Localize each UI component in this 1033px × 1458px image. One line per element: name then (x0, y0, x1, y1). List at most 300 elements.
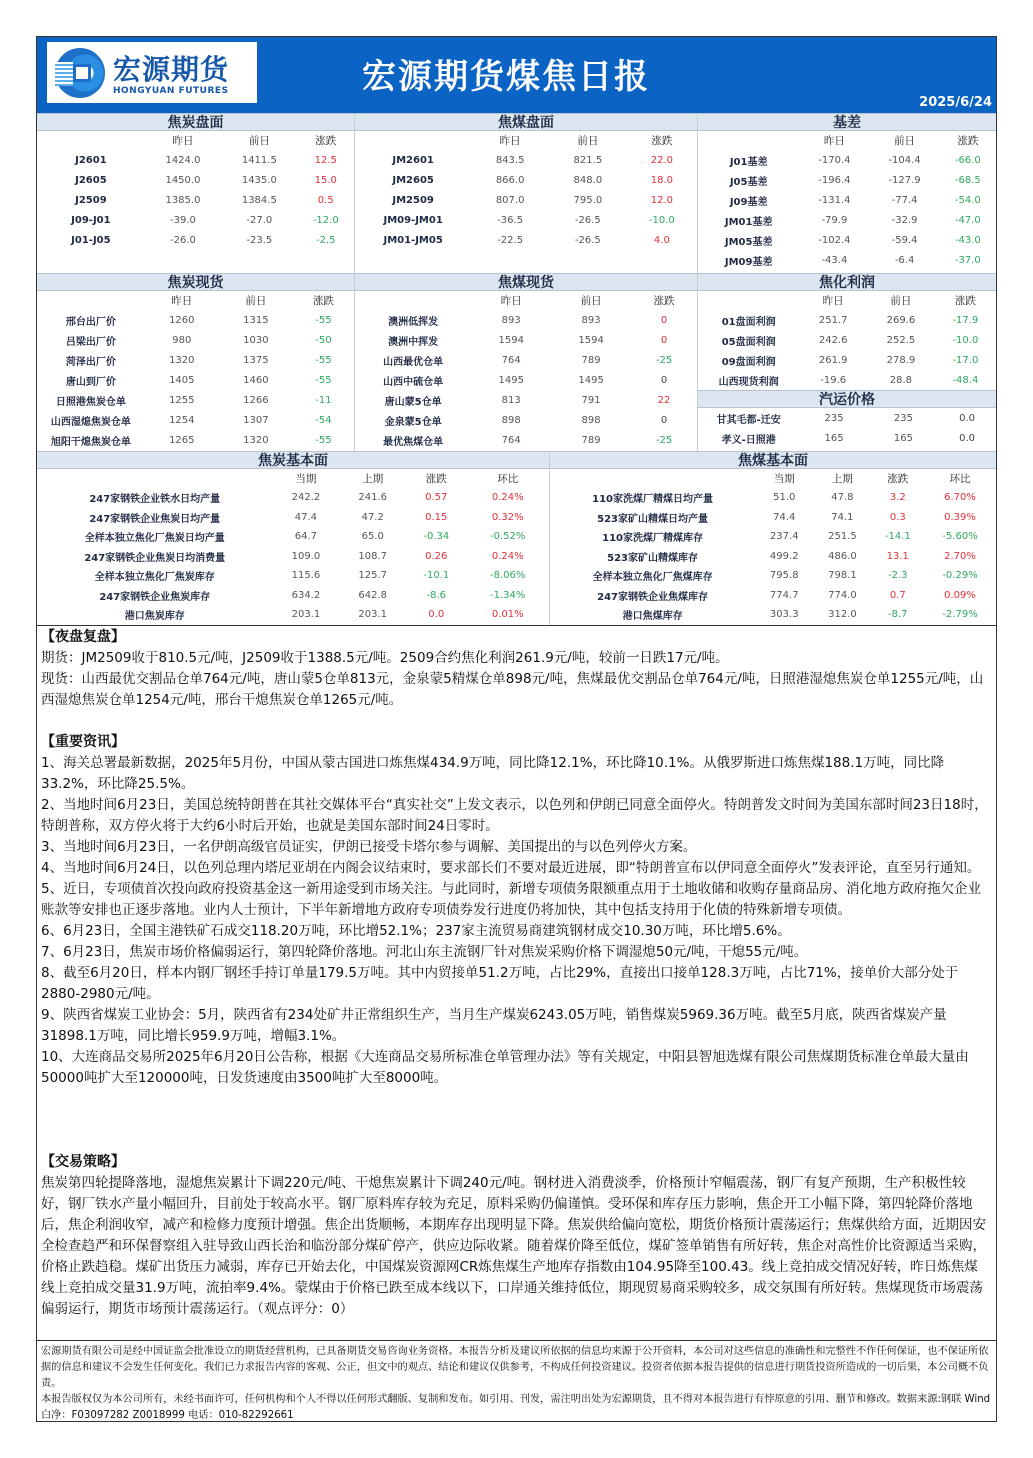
cell-value: 642.8 (358, 589, 388, 601)
row-label: 吕梁出厂价 (65, 336, 116, 348)
cell-value: 269.6 (886, 314, 916, 326)
cell-value: -54 (315, 414, 332, 426)
row-label: JM09基差 (724, 256, 773, 268)
table-row (37, 310, 354, 330)
column-header (698, 291, 799, 310)
cell-value: 1260 (169, 314, 195, 326)
table-row (37, 350, 354, 370)
row-label: JM01基差 (724, 216, 773, 228)
row-label: 唐山蒙5仓单 (384, 396, 442, 408)
column-header: 前日 (245, 295, 267, 307)
panel-coke-futures (37, 113, 355, 273)
cell-value: 1254 (169, 414, 195, 426)
row-label: JM01-JM05 (383, 234, 443, 246)
panel-coal-fundamentals (550, 451, 996, 625)
cell-value: -26.5 (574, 214, 601, 226)
row-label: 港口焦煤库存 (622, 611, 683, 623)
table-row (355, 190, 697, 210)
header-row (698, 291, 996, 310)
table-row (550, 586, 996, 606)
row-label: 日照港焦炭仓单 (55, 396, 126, 408)
table-row (37, 508, 549, 528)
cell-value: 108.7 (358, 550, 388, 562)
night-review-futures: 期货：JM2509收于810.5元/吨，J2509收于1388.5元/吨。2509合约焦化利润261.9元/吨，较前一日跌17元/吨。 (41, 650, 729, 666)
column-header: 涨跌 (653, 295, 675, 307)
freight-table (698, 408, 996, 448)
cell-value: -0.29% (942, 570, 978, 582)
cell-value: 252.5 (886, 334, 916, 346)
table-row (698, 250, 996, 270)
cell-value: 0.5 (317, 194, 334, 206)
row-label: 247家钢铁企业焦炭库存 (99, 591, 211, 603)
row-label: 523家矿山精煤日均产量 (597, 513, 709, 525)
table-row (37, 605, 549, 625)
cell-value: -2.79% (942, 609, 978, 621)
disclaimer-p2: 本报告版权仅为本公司所有，未经书面许可，任何机构和个人不得以任何形式翻版、复制和发布。如引用、刊发，需注明出处为宏源期货，且不得对本报告进行有悖原意的引用、删节和修改。数据来源:钢联 Wind 白净：F03097282 Z0018999 电话：010-82292661 (41, 1394, 991, 1421)
news-item: 8、截至6月20日，样本内钢厂钢坯手持订单量179.5万吨。其中内贸接单51.2万吨，占比29%，直接出口接单128.3万吨，占比71%，接单价大部分处于2880-2980元/吨。 (41, 965, 959, 1002)
table-row (355, 390, 697, 410)
cell-value: 798.1 (828, 570, 857, 582)
cell-value: 1320 (243, 434, 269, 446)
table-row (355, 330, 697, 350)
row-label: 孝义-日照港 (721, 434, 776, 446)
cell-value: -8.7 (888, 609, 908, 621)
row-label: 甘其毛都-迁安 (716, 414, 781, 426)
cell-value: 3.2 (889, 492, 906, 504)
column-header: 前日 (894, 135, 916, 147)
cell-value: 0.7 (889, 589, 906, 601)
row-label: 邢台出厂价 (65, 316, 116, 328)
table-row (698, 428, 996, 448)
cell-value: 2.70% (944, 550, 976, 562)
row-label: 247家钢铁企业焦炭日均产量 (89, 513, 221, 525)
cell-value: 1307 (243, 414, 269, 426)
table-row (550, 547, 996, 567)
panel-coke-fundamentals (37, 451, 550, 625)
column-header: 涨跌 (425, 473, 447, 485)
row-label: 全样本独立焦化厂焦炭库存 (94, 572, 215, 584)
cell-value: -19.6 (820, 374, 847, 386)
disclaimer (37, 1340, 996, 1427)
row-label: JM05基差 (724, 236, 773, 248)
column-header (37, 131, 145, 150)
cell-value: 15.0 (314, 174, 337, 186)
report-title: 宏源期货煤焦日报 (362, 57, 650, 97)
cell-value: 1594 (578, 334, 604, 346)
cell-value: -127.9 (888, 174, 921, 186)
coke-spot-table (37, 291, 354, 450)
cell-value: -32.9 (891, 214, 918, 226)
cell-value: 47.2 (361, 511, 384, 523)
coke-futures-table (37, 131, 354, 250)
cell-value: 241.6 (358, 492, 388, 504)
cell-value: 0 (660, 314, 668, 326)
logo-emblem-icon (55, 48, 105, 98)
cell-value: 1255 (169, 394, 195, 406)
cell-value: -1.34% (490, 589, 526, 601)
cell-value: 764 (501, 354, 521, 366)
cell-value: -50 (315, 334, 332, 346)
column-header: 前日 (890, 295, 912, 307)
table-row (37, 150, 354, 170)
table-row (698, 310, 996, 330)
table-row (37, 527, 549, 547)
cell-value: -170.4 (818, 154, 851, 166)
table-row (698, 350, 996, 370)
table-row (37, 430, 354, 450)
panel-coking-coal-spot (355, 273, 698, 451)
cell-value: 813 (501, 394, 521, 406)
table-row (355, 430, 697, 450)
cell-value: 47.8 (831, 492, 854, 504)
table-row (550, 605, 996, 625)
column-header: 环比 (497, 473, 519, 485)
cell-value: 789 (581, 434, 601, 446)
column-header (355, 131, 471, 150)
cell-value: -55 (315, 434, 332, 446)
column-header: 昨日 (823, 135, 845, 147)
cell-value: 242.6 (818, 334, 848, 346)
column-header (37, 469, 273, 488)
cell-value: -25 (655, 354, 673, 366)
row-label: 唐山到厂价 (65, 376, 116, 388)
row-label: JM2601 (392, 154, 434, 166)
coking-coal-spot-table (355, 291, 697, 450)
cell-value: -55 (315, 314, 332, 326)
cell-value: 821.5 (573, 154, 603, 166)
cell-value: 0 (660, 414, 668, 426)
panel-coking-profit (698, 273, 996, 451)
cell-value: 898 (581, 414, 601, 426)
coking-coal-futures-table (355, 131, 697, 250)
row-label: 最优焦煤仓单 (383, 436, 444, 448)
cell-value: 1495 (498, 374, 524, 386)
cell-value: 47.4 (294, 511, 318, 523)
column-header: 昨日 (500, 295, 522, 307)
cell-value: 4.0 (653, 234, 670, 246)
cell-value: 1266 (243, 394, 269, 406)
row-label: 菏泽出厂价 (65, 356, 116, 368)
header-row (550, 469, 996, 488)
column-header: 当期 (773, 473, 795, 485)
table-row (550, 527, 996, 547)
cell-value: 866.0 (495, 174, 525, 186)
cell-value: -6.4 (894, 254, 915, 266)
table-row (550, 508, 996, 528)
row-label: 港口焦炭库存 (124, 611, 185, 623)
section-title: 【夜盘复盘】 (41, 629, 125, 645)
panel-title: 焦化利润 (698, 273, 996, 291)
cell-value: 898 (501, 414, 521, 426)
cell-value: -11 (315, 394, 332, 406)
news-item: 10、大连商品交易所2025年6月20日公告称，根据《大连商品交易所标准仓单管理办法》等有关规定，中阳县智旭选煤有限公司焦煤期货标准仓单最大量由50000吨扩大至120000吨，日发货速度由3500吨扩大至8000吨。 (41, 1049, 969, 1086)
row-label: 全样本独立焦化厂焦炭日均产量 (84, 533, 225, 545)
row-label: J09-J01 (71, 214, 111, 226)
table-row (698, 150, 996, 170)
column-header (355, 291, 471, 310)
cell-value: -104.4 (888, 154, 921, 166)
table-row (37, 586, 549, 606)
cell-value: 0.3 (889, 511, 906, 523)
table-row (37, 190, 354, 210)
cell-value: -26.0 (170, 234, 196, 246)
column-header: 当期 (295, 473, 317, 485)
cell-value: 764 (501, 434, 521, 446)
cell-value: -10.0 (952, 334, 979, 346)
cell-value: 893 (581, 314, 601, 326)
cell-value: 261.9 (818, 354, 848, 366)
cell-value: 235 (893, 412, 913, 424)
table-row (37, 547, 549, 567)
table-row (355, 350, 697, 370)
cell-value: -36.5 (497, 214, 524, 226)
column-header: 涨跌 (887, 473, 909, 485)
cell-value: -27.0 (246, 214, 273, 226)
cell-value: 22.0 (650, 154, 673, 166)
cell-value: 1460 (243, 374, 269, 386)
cell-value: 0.01% (491, 609, 524, 621)
cell-value: 1320 (169, 354, 195, 366)
cell-value: 1384.5 (241, 194, 277, 206)
cell-value: -23.5 (246, 234, 273, 246)
cell-value: -8.6 (426, 589, 447, 601)
cell-value: 237.4 (769, 531, 799, 543)
cell-value: 22 (657, 394, 671, 406)
row-label: 山西湿熄焦炭仓单 (50, 416, 131, 428)
news-item: 6、6月23日，全国主港铁矿石成交118.20万吨，环比增52.1%；237家主流贸易商建筑钢材成交10.30万吨，环比增5.6%。 (41, 923, 791, 939)
cell-value: -66.0 (954, 154, 981, 166)
row-label: 01盘面利润 (721, 316, 776, 328)
panel-title: 焦炭基本面 (37, 451, 549, 469)
panel-title: 焦煤现货 (355, 273, 697, 291)
row-label: J2601 (75, 154, 107, 166)
cell-value: 0.0 (959, 432, 976, 444)
cell-value: 0.15 (425, 511, 448, 523)
table-row (550, 488, 996, 508)
row-label: 金泉蒙5仓单 (384, 416, 442, 428)
table-row (355, 310, 697, 330)
night-review-section (41, 627, 991, 711)
column-header: 昨日 (499, 135, 521, 147)
cell-value: 1424.0 (165, 154, 201, 166)
panel-coke-spot (37, 273, 355, 451)
panel-title: 基差 (698, 113, 996, 131)
coal-fundamentals-table (550, 469, 996, 625)
cell-value: 303.3 (769, 609, 799, 621)
panel-title: 焦炭盘面 (37, 113, 354, 131)
company-logo (47, 42, 257, 103)
row-label: JM2509 (392, 194, 434, 206)
panel-coking-coal-futures (355, 113, 698, 273)
cell-value: -55 (315, 354, 332, 366)
cell-value: 1495 (578, 374, 604, 386)
table-row (698, 170, 996, 190)
column-header: 上期 (362, 473, 384, 485)
cell-value: 278.9 (886, 354, 916, 366)
cell-value: 0.39% (944, 511, 976, 523)
row-label: 247家钢铁企业焦煤库存 (597, 591, 709, 603)
cell-value: 18.0 (650, 174, 673, 186)
cell-value: 6.70% (944, 492, 976, 504)
cell-value: -14.1 (884, 531, 911, 543)
cell-value: -79.9 (821, 214, 848, 226)
cell-value: 74.4 (773, 511, 796, 523)
strategy-text: 焦炭第四轮提降落地，湿熄焦炭累计下调220元/吨、干熄焦炭累计下调240元/吨。钢材进入消费淡季，价格预计窄幅震荡，钢厂有复产预期，生产积极性较好，钢厂铁水产量小幅回升，目前处于较高水平。钢厂原料库存较为充足，原料采购仍偏谨慎。受环保和库存压力影响，焦企开工小幅下降，第四轮降价落地后，焦企利润收窄，减产和检修力度预计增强。焦企出货顺畅，本期库存出现明显下降。焦炭供给偏向宽松，期货价格预计震荡运行；焦煤供给方面，近期因安全检查趋严和环保督察组入驻导致山西长治和临汾部分煤矿停产，供应边际收紧。随着煤价降至低位，煤矿签单销售有所好转，焦企对高性价比资源适当采购，价格止跌趋稳。煤矿出货压力减弱，库存已开始去化，中国煤炭资源网CR炼焦煤生产地库存指数由104.95降至100.43。线上竞拍成交情况好转，昨日炼焦煤线上竞拍成交量31.9万吨，流拍率9.4%。蒙煤由于价格已跌至成本线以下，口岸通关维持低位，期现贸易商采购较多，成交氛围有所好转。焦煤现货市场震荡偏弱运行，期货市场预计震荡运行。（观点评分：0） (41, 1175, 986, 1317)
cell-value: 789 (581, 354, 601, 366)
cell-value: 1315 (243, 314, 269, 326)
cell-value: 64.7 (294, 531, 318, 543)
column-header: 上期 (831, 473, 853, 485)
cell-value: -0.52% (490, 531, 526, 543)
column-header: 昨日 (172, 135, 194, 147)
cell-value: 1594 (498, 334, 524, 346)
cell-value: 0.09% (944, 589, 976, 601)
row-label: 山西现货利润 (718, 376, 779, 388)
row-label: 全样本独立焦化厂焦煤库存 (592, 572, 713, 584)
basis-table (698, 131, 996, 270)
cell-value: 0.0 (959, 412, 976, 424)
cell-value: 0.32% (491, 511, 524, 523)
row-label: 旭阳干熄焦炭仓单 (50, 436, 131, 448)
table-row (355, 170, 697, 190)
strategy-section (41, 1152, 991, 1320)
cell-value: -43.4 (821, 254, 848, 266)
table-row (355, 370, 697, 390)
cell-value: 251.7 (818, 314, 848, 326)
cell-value: 499.2 (769, 550, 799, 562)
coke-fundamentals-table (37, 469, 549, 625)
table-row (698, 230, 996, 250)
panel-title: 焦炭现货 (37, 273, 354, 291)
cell-value: -37.0 (954, 254, 981, 266)
table-row (698, 210, 996, 230)
row-label: 09盘面利润 (721, 356, 776, 368)
header-row (355, 131, 697, 150)
cell-value: 109.0 (291, 550, 321, 562)
column-header: 昨日 (171, 295, 193, 307)
row-label: 澳洲中挥发 (388, 336, 439, 348)
cell-value: -25 (655, 434, 673, 446)
news-item: 1、海关总署最新数据，2025年5月份，中国从蒙古国进口炼焦煤434.9万吨，同比降12.1%，环比降10.1%。从俄罗斯进口炼焦煤188.1万吨，同比降33.2%，环比降25.5%。 (41, 755, 945, 792)
column-header: 昨日 (822, 295, 844, 307)
cell-value: -43.0 (954, 234, 981, 246)
news-item: 3、当地时间6月23日，一名伊朗高级官员证实，伊朗已接受卡塔尔参与调解、美国提出的与以色列停火方案。 (41, 839, 697, 855)
table-row (37, 230, 354, 250)
header-row (37, 469, 549, 488)
section-title: 【交易策略】 (41, 1154, 125, 1170)
cell-value: 74.1 (831, 511, 854, 523)
row-label: 山西最优仓单 (383, 356, 444, 368)
row-label: J01-J05 (71, 234, 111, 246)
cell-value: -17.9 (952, 314, 979, 326)
night-review-spot: 现货：山西最优交割品仓单764元/吨，唐山蒙5仓单813元，金泉蒙5精煤仓单898元/吨，焦煤最优交割品仓单764元/吨，日照港湿熄焦炭仓单1255元/吨，山西湿熄焦炭仓单1254元/吨，邢台干熄焦炭仓单1265元/吨。 (41, 671, 984, 708)
table-row (37, 488, 549, 508)
cell-value: 0.26 (425, 550, 448, 562)
table-row (37, 390, 354, 410)
table-row (698, 370, 996, 390)
cell-value: 1030 (243, 334, 269, 346)
report-header (37, 37, 996, 113)
table-row (698, 408, 996, 428)
cell-value: 0.57 (425, 492, 448, 504)
report-date: 2025/6/24 (919, 95, 992, 110)
cell-value: -131.4 (818, 194, 851, 206)
cell-value: 0 (660, 334, 668, 346)
cell-value: -22.5 (497, 234, 524, 246)
section-title: 【重要资讯】 (41, 734, 125, 750)
cell-value: 1411.5 (241, 154, 277, 166)
cell-value: 115.6 (291, 570, 321, 582)
cell-value: 28.8 (889, 374, 913, 386)
news-item: 9、陕西省煤炭工业协会：5月，陕西省有234处矿井正常组织生产，当月生产煤炭6243.05万吨，销售煤炭5969.36万吨。截至5月底，陕西省煤炭产量31898.1万吨，同比增长959.9万吨，增幅3.1%。 (41, 1007, 947, 1044)
cell-value: 203.1 (291, 609, 321, 621)
cell-value: 51.0 (773, 492, 796, 504)
column-header: 环比 (949, 473, 971, 485)
row-label: 110家洗煤厂精煤库存 (602, 533, 704, 545)
cell-value: 0.24% (491, 550, 524, 562)
cell-value: 848.0 (573, 174, 603, 186)
cell-value: 980 (172, 334, 192, 346)
cell-value: -2.3 (888, 570, 908, 582)
cell-value: -5.60% (942, 531, 978, 543)
news-section (41, 732, 991, 1089)
cell-value: 13.1 (886, 550, 909, 562)
news-item: 2、当地时间6月23日，美国总统特朗普在其社交媒体平台“真实社交”上发文表示，以色列和伊朗已同意全面停火。特朗普发文时间为美国东部时间23日18时，特朗普称，双方停火将于大约6小时后开始，也就是美国东部时间24日零时。 (41, 797, 988, 834)
row-label: JM09-JM01 (383, 214, 443, 226)
row-label: 523家矿山精煤库存 (607, 552, 699, 564)
cell-value: -8.06% (490, 570, 526, 582)
cell-value: 12.0 (650, 194, 673, 206)
column-header: 前日 (580, 295, 602, 307)
news-item: 4、当地时间6月24日，以色列总理内塔尼亚胡在内阁会议结束时，要求部长们不要对最近进展，即“特朗普宣布以伊同意全面停火”发表评论，直至另行通知。 (41, 860, 981, 876)
table-row (37, 170, 354, 190)
cell-value: 893 (501, 314, 521, 326)
table-row (37, 370, 354, 390)
cell-value: 634.2 (291, 589, 321, 601)
cell-value: 774.7 (769, 589, 799, 601)
panel-title-freight: 汽运价格 (698, 390, 996, 408)
disclaimer-p1: 宏源期货有限公司是经中国证监会批准设立的期货经营机构，已具备期货交易咨询业务资格。本报告分析及建议所依据的信息均来源于公开资料，本公司对这些信息的准确性和完整性不作任何保证，也不保证所依据的信息和建议不会发生任何变化。我们已力求报告内容的客观、公正，但文中的观点、结论和建议仅供参考，不构成任何投资建议。投资者依据本报告提供的信息进行期货投资所造成的一切后果，本公司概不负责。 (41, 1346, 989, 1389)
column-header: 涨跌 (312, 295, 334, 307)
cell-value: -10.1 (423, 570, 450, 582)
header-row (37, 291, 354, 310)
cell-value: -26.5 (574, 234, 601, 246)
cell-value: 203.1 (358, 609, 388, 621)
column-header: 涨跌 (315, 135, 337, 147)
cell-value: 1375 (243, 354, 269, 366)
cell-value: -10.0 (648, 214, 675, 226)
cell-value: 235 (824, 412, 844, 424)
cell-value: -102.4 (818, 234, 851, 246)
cell-value: 843.5 (495, 154, 525, 166)
table-row (550, 566, 996, 586)
column-header: 涨跌 (957, 135, 979, 147)
cell-value: -59.4 (891, 234, 918, 246)
column-header: 涨跌 (651, 135, 673, 147)
cell-value: 0.0 (428, 609, 445, 621)
row-label: 247家钢铁企业焦炭日均消费量 (84, 552, 226, 564)
column-header (37, 291, 145, 310)
cell-value: 807.0 (495, 194, 525, 206)
row-label: 05盘面利润 (721, 336, 776, 348)
coking-profit-table (698, 291, 996, 390)
row-label: 110家洗煤厂精煤日均产量 (592, 494, 714, 506)
cell-value: -39.0 (170, 214, 196, 226)
cell-value: 242.2 (291, 492, 321, 504)
cell-value: 1450.0 (165, 174, 201, 186)
cell-value: 791 (581, 394, 601, 406)
table-row (37, 410, 354, 430)
